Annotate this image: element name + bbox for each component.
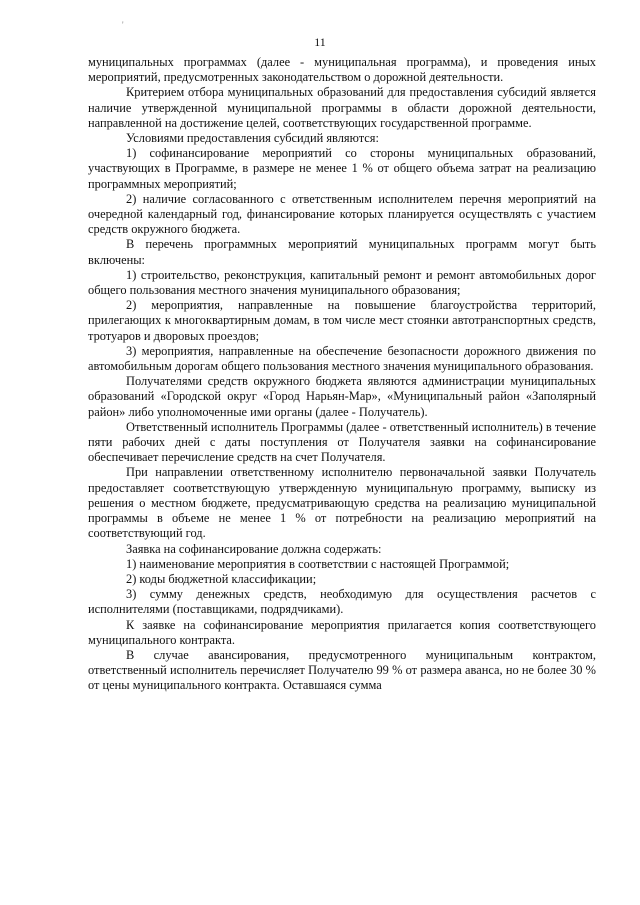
paragraph: 2) коды бюджетной классификации; — [126, 571, 317, 586]
paragraph: Получателями средств окружного бюджета являются администрации муниципальных образований «Городской округ «Город Нарьян-Мар», «Муниципальный район «Заполярный район» либо уполномоченные ими органы (далее - Получатель). — [88, 374, 596, 419]
paragraph: Условиями предоставления субсидий являются: — [126, 131, 379, 146]
paragraph: К заявке на софинансирование мероприятия прилагается копия соответствующего муниципального контракта. — [88, 617, 596, 647]
page-number: 11 — [314, 35, 326, 49]
paragraph: 2) наличие согласованного с ответственным исполнителем перечня мероприятий на очередной календарный год, финансирование которых планируется осуществлять с участием средств окружного бюджета. — [88, 191, 596, 237]
paragraph: 1) софинансирование мероприятий со стороны муниципальных образований, участвующих в Программе, в размере не менее 1 % от общего объема затрат на реализацию программных мероприятий; — [88, 146, 596, 191]
paragraph: 2) мероприятия, направленные на повышение благоустройства территорий, прилегающих к многоквартирным домам, в том числе мест стоянки автотранспортных средств, тротуаров и дворовых проездов; — [88, 298, 596, 343]
paragraph: При направлении ответственному исполнителю первоначальной заявки Получатель предоставляет соответствующую утвержденную муниципальную программу, выписку из решения о местном бюджете, предусматривающую средства на реализацию муниципальной программы в объеме не менее 1 % от потребности на реализацию мероприятий на соответствующий год. — [88, 465, 596, 541]
paragraph: муниципальных программах (далее - муниципальная программа), и проведения иных мероприятий, предусмотренных законодательством о дорожной деятельности. — [88, 55, 596, 85]
scan-speck: ' — [122, 20, 124, 30]
paragraph: Ответственный исполнитель Программы (далее - ответственный исполнитель) в течение пяти рабочих дней с даты поступления от Получателя заявки на софинансирование обеспечивает перечисление средств на счет Получателя. — [88, 419, 596, 465]
paragraph: В случае авансирования, предусмотренного муниципальным контрактом, ответственный исполнитель перечисляет Получателю 99 % от размера аванса, но не более 30 % от цены муниципального контракта. Оставшаяся сумма — [88, 647, 596, 693]
paragraph: Заявка на софинансирование должна содержать: — [126, 541, 382, 556]
paragraph: 1) наименование мероприятия в соответствии с настоящей Программой; — [126, 556, 510, 571]
paragraph: 1) строительство, реконструкция, капитальный ремонт и ремонт автомобильных дорог общего пользования местного значения муниципального образования; — [88, 267, 596, 298]
paragraph: 3) сумму денежных средств, необходимую для осуществления расчетов с исполнителями (поставщиками, подрядчиками). — [88, 587, 596, 617]
paragraph: В перечень программных мероприятий муниципальных программ могут быть включены: — [88, 237, 596, 267]
paragraph: Критерием отбора муниципальных образований для предоставления субсидий является наличие утвержденной муниципальной программы в области дорожной деятельности, направленной на достижение целей, соответствующих государственной программе. — [88, 85, 596, 130]
paragraph: 3) мероприятия, направленные на обеспечение безопасности дорожного движения по автомобильным дорогам общего пользования местного значения муниципального образования. — [88, 343, 596, 374]
body-text — [88, 55, 596, 694]
